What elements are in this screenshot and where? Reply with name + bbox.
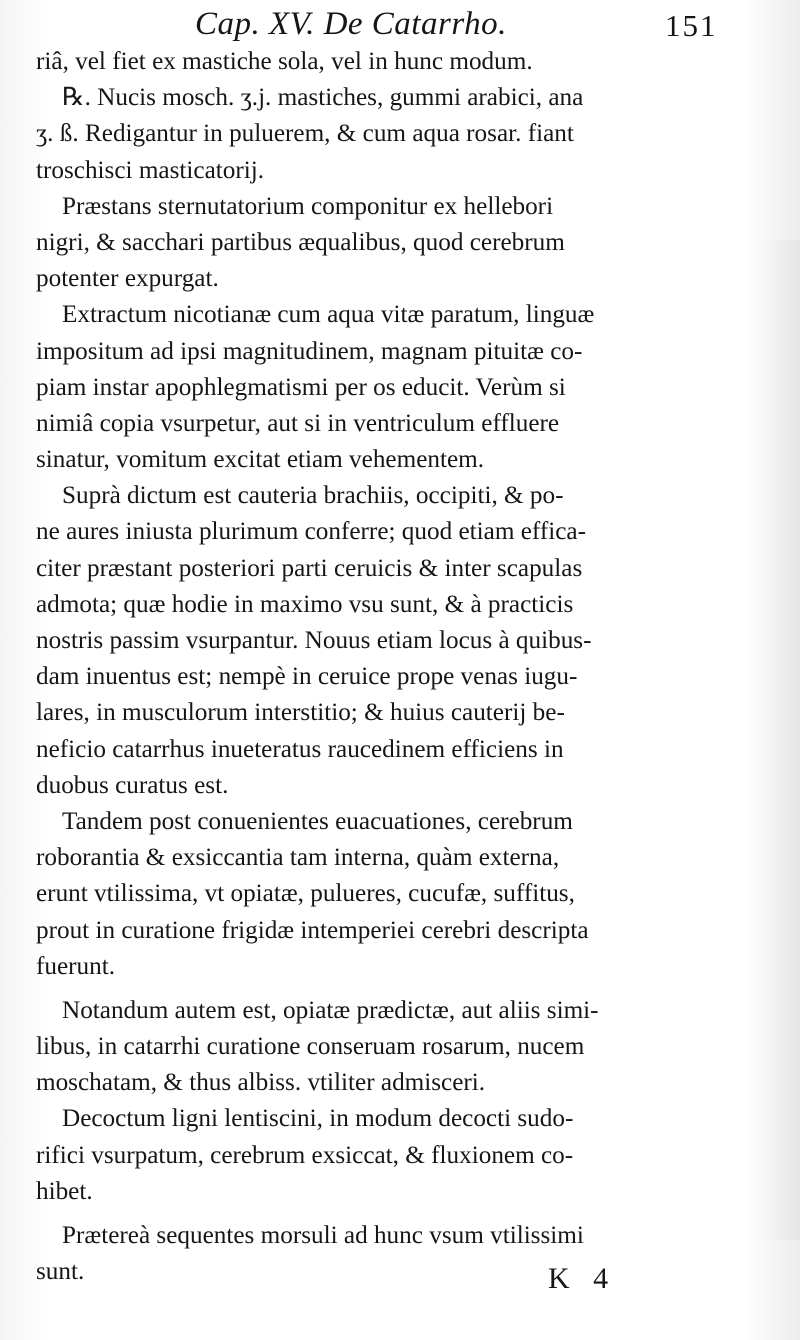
text-line: Præstans sternutatorium componitur ex hellebori xyxy=(62,192,554,220)
text-line: troschisci masticatorij. xyxy=(36,156,265,184)
text-line: rifici vsurpatum, cerebrum exsiccat, & fluxionem co- xyxy=(36,1141,574,1169)
text-line: duobus curatus est. xyxy=(36,771,229,799)
text-line: ℞. Nucis mosch. ʒ.j. mastiches, gummi arabici, ana xyxy=(62,84,584,112)
text-line: nostris passim vsurpantur. Nouus etiam locus à quibus- xyxy=(36,627,592,654)
text-line: Tandem post conuenientes euacuationes, cerebrum xyxy=(62,807,573,835)
text-line: erunt vtilissima, vt opiatæ, pulueres, cucufæ, suffitus, xyxy=(36,880,575,908)
text-line: potenter expurgat. xyxy=(36,265,219,293)
text-line: hibet. xyxy=(36,1177,93,1205)
page-header xyxy=(0,2,800,48)
text-line: citer præstant posteriori parti ceruicis & inter scapulas xyxy=(36,554,583,582)
text-line: ʒ. ß. Redigantur in puluerem, & cum aqua rosar. fiant xyxy=(36,120,574,148)
text-line: Extractum nicotianæ cum aqua vitæ paratum, linguæ xyxy=(62,301,595,329)
text-line: dam inuentus est; nempè in ceruice prope venas iugu- xyxy=(36,663,578,691)
text-line: admota; quæ hodie in maximo vsu sunt, & à practicis xyxy=(36,590,574,618)
text-line: riâ, vel fiet ex mastiche sola, vel in hunc modum. xyxy=(36,48,533,75)
text-line: Suprà dictum est cauteria brachiis, occipiti, & po- xyxy=(62,482,564,510)
text-line: Decoctum ligni lentiscini, in modum decocti sudo- xyxy=(62,1105,574,1133)
text-line: Notandum autem est, opiatæ prædictæ, aut aliis simi- xyxy=(62,996,599,1024)
page-edge-shadow xyxy=(760,240,800,1240)
text-line: Prætereà sequentes morsuli ad hunc vsum vtilissimi xyxy=(62,1222,584,1249)
paragraph-gap xyxy=(36,1210,744,1218)
running-head: Cap. XV. De Catarrho. xyxy=(195,6,507,42)
text-line: fuerunt. xyxy=(36,952,116,980)
text-line: neficio catarrhus inueteratus raucedinem efficiens in xyxy=(36,735,564,763)
text-line: libus, in catarrhi curatione conseruam rosarum, nucem xyxy=(36,1033,585,1061)
body-text xyxy=(36,44,744,1290)
text-line: lares, in musculorum interstitio; & huius cauterij be- xyxy=(36,699,565,727)
text-line: piam instar apophlegmatismi per os educit. Verùm si xyxy=(36,373,566,401)
signature-mark: K 4 xyxy=(548,1262,617,1295)
text-line: nimiâ copia vsurpetur, aut si in ventriculum effluere xyxy=(36,409,560,437)
text-line: roborantia & exsiccantia tam interna, quàm externa, xyxy=(36,844,560,872)
text-line: prout in curatione frigidæ intemperiei cerebri descripta xyxy=(36,916,589,944)
text-line: nigri, & sacchari partibus æqualibus, quod cerebrum xyxy=(36,228,565,256)
paragraph-gap xyxy=(36,985,744,993)
text-line: ne aures iniusta plurimum conferre; quod etiam effica- xyxy=(36,518,586,546)
page-number: 151 xyxy=(665,8,718,43)
text-line: moschatam, & thus albiss. vtiliter admisceri. xyxy=(36,1069,486,1097)
text-line: sunt. xyxy=(36,1258,85,1286)
text-line: impositum ad ipsi magnitudinem, magnam pituitæ co- xyxy=(36,337,583,365)
text-line: sinatur, vomitum excitat etiam vehementem. xyxy=(36,446,485,474)
